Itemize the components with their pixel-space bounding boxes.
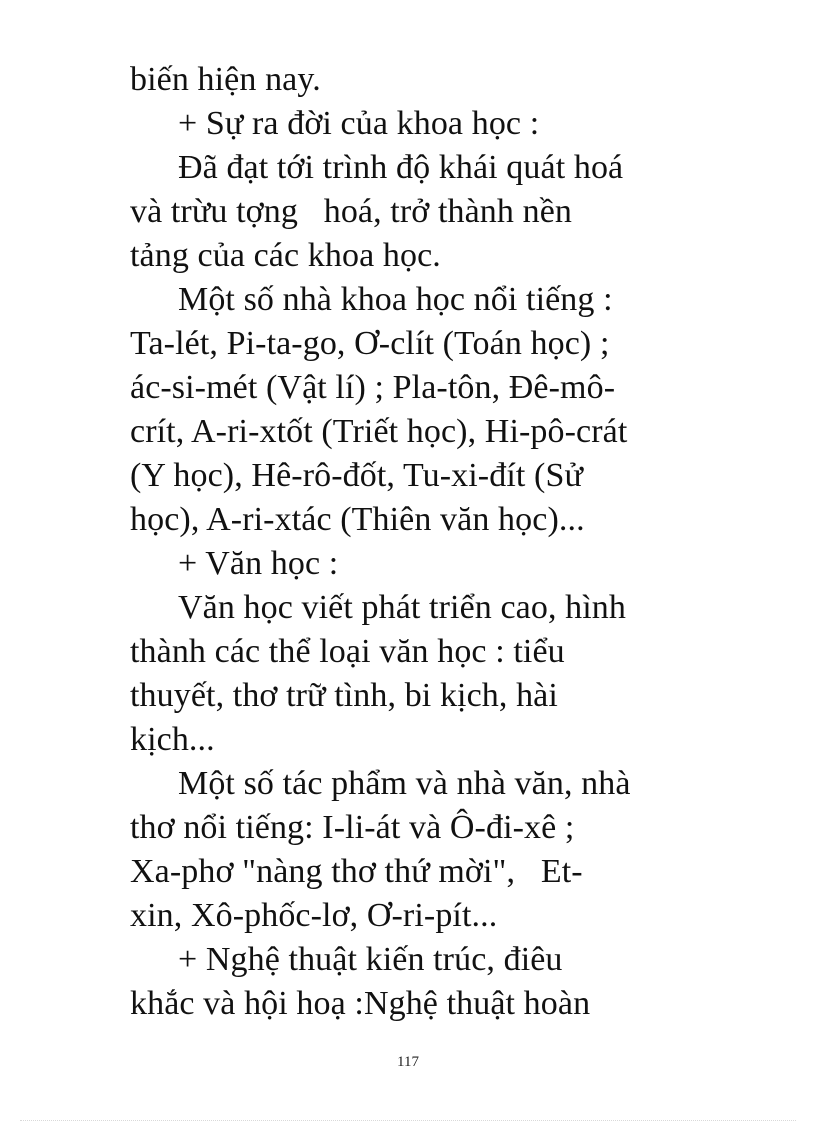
text-line: thuyết, thơ trữ tình, bi kịch, hài [130, 677, 558, 714]
text-line: kịch... [130, 721, 215, 758]
text-line: tảng của các khoa học. [130, 237, 441, 274]
text-line: ác-si-mét (Vật lí) ; Pla-tôn, Đê-mô- [130, 369, 616, 406]
text-line: và trừu tợng hoá, trở thành nền [130, 193, 572, 230]
text-line: thành các thể loại văn học : tiểu [130, 633, 565, 670]
text-line: Một số nhà khoa học nổi tiếng : [178, 281, 613, 318]
text-line: + Sự ra đời của khoa học : [178, 105, 540, 142]
text-line: thơ nổi tiếng: I-li-át và Ô-đi-xê ; [130, 809, 575, 846]
text-line: Ta-lét, Pi-ta-go, Ơ-clít (Toán học) ; [130, 325, 610, 362]
text-line: học), A-ri-xtác (Thiên văn học)... [130, 501, 585, 538]
text-line: xin, Xô-phốc-lơ, Ơ-ri-pít... [130, 897, 498, 934]
page-bottom-divider [20, 1120, 796, 1121]
text-line: (Y học), Hê-rô-đốt, Tu-xi-đít (Sử [130, 457, 583, 494]
text-line: biến hiện nay. [130, 61, 321, 98]
text-line: khắc và hội hoạ :Nghệ thuật hoàn [130, 985, 591, 1022]
page-number: 117 [397, 1054, 419, 1070]
text-line: + Nghệ thuật kiến trúc, điêu [178, 941, 563, 978]
text-line: Đã đạt tới trình độ khái quát hoá [178, 149, 624, 186]
text-line: Văn học viết phát triển cao, hình [178, 589, 626, 626]
text-line: Xa-phơ "nàng thơ thứ mời", Et- [130, 853, 583, 890]
text-line: + Văn học : [178, 545, 339, 582]
text-line: crít, A-ri-xtốt (Triết học), Hi-pô-crát [130, 413, 628, 450]
text-line: Một số tác phẩm và nhà văn, nhà [178, 765, 631, 802]
